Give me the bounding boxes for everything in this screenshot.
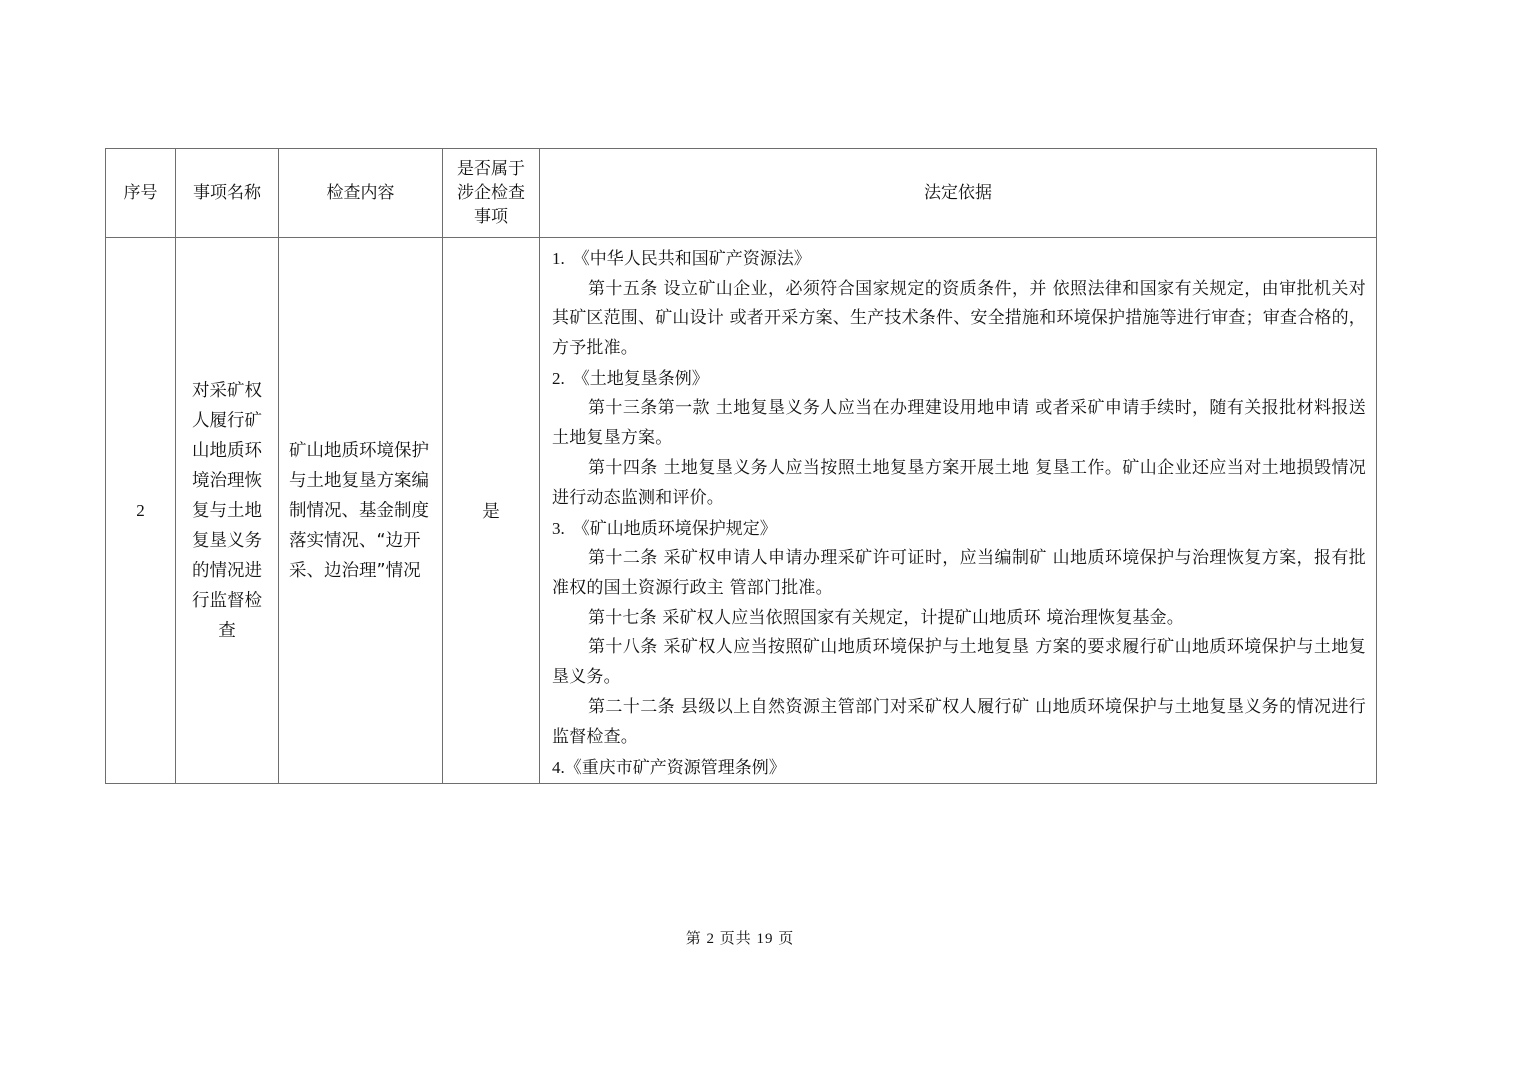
- law-3-article-22: 第二十二条 县级以上自然资源主管部门对采矿权人履行矿 山地质环境保护与土地复垦义务的情况进行监督检查。: [552, 697, 1366, 747]
- header-enterprise-related: 是否属于涉企检查事项: [443, 149, 540, 238]
- cell-inspection-content: 矿山地质环境保护与土地复垦方案编制情况、基金制度落实情况、“边开采、边治理”情况: [279, 238, 443, 784]
- law-1-number: 1.: [552, 249, 565, 268]
- cell-serial-number: 2: [106, 238, 176, 784]
- header-item-name: 事项名称: [176, 149, 279, 238]
- law-4-heading: [552, 753, 1366, 784]
- law-4-title: 《重庆市矿产资源管理条例》: [564, 757, 786, 778]
- law-2-number: 2.: [552, 368, 565, 388]
- law-2-title: 《土地复垦条例》: [572, 368, 709, 389]
- law-2-article-14: 第十四条 土地复垦义务人应当按照土地复垦方案开展土地 复垦工作。矿山企业还应当对土地损毁情况进行动态监测和评价。: [552, 457, 1366, 508]
- law-3-article-18: 第十八条 采矿权人应当按照矿山地质环境保护与土地复垦 方案的要求履行矿山地质环境保护与土地复垦义务。: [552, 637, 1366, 688]
- cell-item-name: 对采矿权人履行矿山地质环境治理恢复与土地复垦义务的情况进行监督检查: [176, 238, 279, 784]
- law-2-heading: [552, 364, 1366, 395]
- law-2-article-13: 第十三条第一款 土地复垦义务人应当在办理建设用地申请 或者采矿申请手续时，随有关报批材料报送土地复垦方案。: [552, 398, 1366, 449]
- law-3-article-12: 第十二条 采矿权申请人申请办理采矿许可证时，应当编制矿 山地质环境保护与治理恢复方案，报有批准权的国土资源行政主 管部门批准。: [552, 548, 1366, 598]
- law-1-article-15: 第十五条 设立矿山企业，必须符合国家规定的资质条件，并 依照法律和国家有关规定，由审批机关对其矿区范围、矿山设计 或者开采方案、生产技术条件、安全措施和环境保护措施等进行审查；审查合格的，方予批准。: [552, 278, 1367, 359]
- law-4-number: 4.: [552, 757, 565, 777]
- header-legal-basis: 法定依据: [540, 149, 1377, 238]
- law-3-heading: [552, 514, 1366, 545]
- header-serial-number: 序号: [106, 149, 176, 238]
- table-row: [106, 238, 1377, 784]
- cell-enterprise-related: 是: [443, 238, 540, 784]
- header-inspection-content: 检查内容: [279, 149, 443, 238]
- page-number-footer: 第 2 页共 19 页: [685, 931, 795, 947]
- inspection-table: [105, 148, 1377, 784]
- law-3-number: 3.: [552, 518, 565, 538]
- law-3-title: 《矿山地质环境保护规定》: [572, 518, 777, 539]
- cell-legal-basis: [540, 238, 1377, 784]
- table-header-row: [106, 149, 1377, 238]
- law-1-title: 《中华人民共和国矿产资源法》: [572, 249, 811, 269]
- law-1-heading: [552, 244, 1366, 275]
- law-3-article-17: 第十七条 采矿权人应当依照国家有关规定，计提矿山地质环 境治理恢复基金。: [588, 607, 1185, 628]
